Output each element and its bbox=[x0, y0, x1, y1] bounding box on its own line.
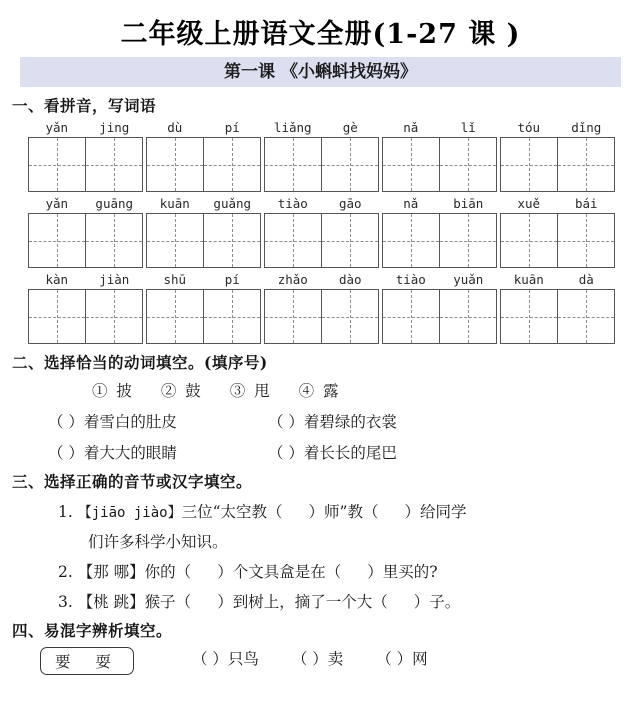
pinyin-group bbox=[382, 194, 497, 213]
confusable-blank-item[interactable]: （ ）卖 bbox=[291, 650, 344, 668]
tianzige-box[interactable] bbox=[28, 213, 143, 268]
question-item[interactable] bbox=[0, 500, 641, 522]
tianzige-box[interactable] bbox=[500, 213, 615, 268]
tianzige-row bbox=[0, 213, 641, 268]
pinyin-text: yuǎn bbox=[453, 272, 484, 287]
confusable-blank-group bbox=[192, 647, 456, 669]
confusable-char-box[interactable]: 要 耍 bbox=[40, 647, 134, 675]
pinyin-group bbox=[500, 118, 615, 137]
pinyin-text: gè bbox=[342, 120, 358, 135]
pinyin-text: dà bbox=[578, 272, 594, 287]
tianzige-cell[interactable] bbox=[322, 290, 379, 343]
question-number: 3. bbox=[58, 593, 73, 611]
section-3-heading: 三、选择正确的音节或汉字填空。 bbox=[12, 472, 253, 491]
fill-row bbox=[0, 410, 641, 432]
fill-row bbox=[0, 441, 641, 463]
pinyin-text: jing bbox=[99, 120, 130, 135]
tianzige-cell[interactable] bbox=[501, 214, 558, 267]
tianzige-cell[interactable] bbox=[265, 214, 322, 267]
tianzige-cell[interactable] bbox=[86, 290, 143, 343]
tianzige-box[interactable] bbox=[146, 137, 261, 192]
pinyin-group bbox=[28, 118, 143, 137]
page-title: 二年级上册语文全册(1-27 课 ) bbox=[120, 19, 521, 50]
pinyin-text: pí bbox=[224, 272, 240, 287]
pinyin-text: liǎng bbox=[273, 120, 312, 135]
pinyin-group bbox=[146, 118, 261, 137]
question-continuation: 们许多科学小知识。 bbox=[88, 533, 228, 551]
tianzige-row bbox=[0, 289, 641, 344]
fill-blank-item[interactable]: （ ）着碧绿的衣裳 bbox=[268, 413, 397, 431]
pinyin-group bbox=[28, 270, 143, 289]
tianzige-cell[interactable] bbox=[29, 214, 86, 267]
pinyin-text: tóu bbox=[517, 120, 541, 135]
pinyin-text: dǐng bbox=[571, 120, 602, 135]
pinyin-writing-block bbox=[0, 118, 641, 344]
pinyin-text: lǐ bbox=[460, 120, 476, 135]
tianzige-cell[interactable] bbox=[322, 214, 379, 267]
pinyin-text: xuě bbox=[517, 196, 541, 211]
tianzige-cell[interactable] bbox=[147, 290, 204, 343]
question-text-c: ）子。 bbox=[413, 593, 461, 611]
tianzige-cell[interactable] bbox=[501, 138, 558, 191]
pinyin-text: bái bbox=[574, 196, 598, 211]
tianzige-cell[interactable] bbox=[558, 290, 615, 343]
tianzige-cell[interactable] bbox=[29, 290, 86, 343]
pinyin-text: nǎ bbox=[403, 120, 419, 135]
pinyin-text: dù bbox=[167, 120, 183, 135]
fill-blank-item[interactable]: （ ）着雪白的肚皮 bbox=[48, 413, 177, 431]
tianzige-box[interactable] bbox=[382, 213, 497, 268]
pinyin-text: dào bbox=[338, 272, 362, 287]
question-item[interactable] bbox=[0, 560, 641, 582]
pinyin-text: gāo bbox=[338, 196, 362, 211]
tianzige-cell[interactable] bbox=[147, 138, 204, 191]
pinyin-group bbox=[146, 270, 261, 289]
tianzige-cell[interactable] bbox=[86, 138, 143, 191]
verb-option[interactable]: ② 鼓 bbox=[160, 382, 203, 400]
pinyin-text: guǎng bbox=[213, 196, 252, 211]
question-text-b: ）师”教（ bbox=[308, 503, 379, 521]
tianzige-box[interactable] bbox=[382, 137, 497, 192]
pinyin-text: pí bbox=[224, 120, 240, 135]
pinyin-text: kuān bbox=[159, 196, 190, 211]
tianzige-box[interactable] bbox=[264, 137, 379, 192]
lesson-title-band: 第一课 《小蝌蚪找妈妈》 bbox=[20, 57, 621, 87]
pinyin-text: kuān bbox=[513, 272, 544, 287]
pinyin-text: zhǎo bbox=[277, 272, 308, 287]
char-choice-bracket: 【桃 跳】 bbox=[77, 593, 145, 611]
pinyin-text: yǎn bbox=[45, 196, 69, 211]
fill-blank-item[interactable]: （ ）着长长的尾巴 bbox=[268, 444, 397, 462]
pinyin-row bbox=[0, 270, 641, 289]
tianzige-cell[interactable] bbox=[204, 138, 261, 191]
pinyin-row bbox=[0, 194, 641, 213]
question-item[interactable] bbox=[0, 590, 641, 612]
tianzige-box[interactable] bbox=[264, 289, 379, 344]
tianzige-cell[interactable] bbox=[204, 290, 261, 343]
pinyin-text: shū bbox=[163, 272, 187, 287]
section-2-heading: 二、选择恰当的动词填空。(填序号) bbox=[12, 353, 268, 372]
question-number: 2. bbox=[58, 563, 73, 581]
tianzige-cell[interactable] bbox=[383, 290, 440, 343]
pinyin-text: jiàn bbox=[99, 272, 130, 287]
pinyin-text: kàn bbox=[45, 272, 69, 287]
section-1-heading: 一、看拼音，写词语 bbox=[12, 96, 157, 115]
pinyin-text: yǎn bbox=[45, 120, 69, 135]
pinyin-group bbox=[382, 118, 497, 137]
verb-option[interactable]: ① 披 bbox=[92, 382, 134, 400]
tianzige-cell[interactable] bbox=[558, 138, 615, 191]
pinyin-group bbox=[500, 270, 615, 289]
tianzige-cell[interactable] bbox=[440, 214, 497, 267]
question-number: 1. bbox=[58, 503, 73, 521]
tianzige-cell[interactable] bbox=[147, 214, 204, 267]
tianzige-row bbox=[0, 137, 641, 192]
question-text-c: ）给同学 bbox=[404, 503, 467, 521]
tianzige-cell[interactable] bbox=[86, 214, 143, 267]
confusable-blank-item[interactable]: （ ）只鸟 bbox=[191, 650, 259, 668]
tianzige-box[interactable] bbox=[146, 213, 261, 268]
question-text-b: ）个文具盒是在（ bbox=[217, 563, 342, 581]
tianzige-cell[interactable] bbox=[322, 138, 379, 191]
question-text-a: 你的（ bbox=[144, 563, 192, 581]
tianzige-box[interactable] bbox=[500, 289, 615, 344]
question-text-a: 猴子（ bbox=[144, 593, 192, 611]
tianzige-box[interactable] bbox=[382, 289, 497, 344]
question-text-b: ）到树上，摘了一个大（ bbox=[217, 593, 388, 611]
tianzige-cell[interactable] bbox=[440, 138, 497, 191]
tianzige-cell[interactable] bbox=[501, 290, 558, 343]
pinyin-group bbox=[264, 270, 379, 289]
pinyin-group bbox=[146, 194, 261, 213]
tianzige-cell[interactable] bbox=[383, 214, 440, 267]
confusable-char-row bbox=[0, 647, 641, 675]
pinyin-group bbox=[28, 194, 143, 213]
pinyin-row bbox=[0, 118, 641, 137]
question-text-c: ）里买的? bbox=[367, 563, 438, 581]
tianzige-box[interactable] bbox=[264, 213, 379, 268]
section-4-heading: 四、易混字辨析填空。 bbox=[12, 621, 173, 640]
tianzige-cell[interactable] bbox=[29, 138, 86, 191]
verb-options-row bbox=[0, 379, 641, 401]
verb-option[interactable]: ③ 甩 bbox=[229, 382, 272, 400]
tianzige-cell[interactable] bbox=[558, 214, 615, 267]
tianzige-box[interactable] bbox=[146, 289, 261, 344]
char-choice-bracket: 【那 哪】 bbox=[77, 563, 145, 581]
tianzige-box[interactable] bbox=[28, 289, 143, 344]
confusable-blank-item[interactable]: （ ）网 bbox=[376, 650, 428, 668]
tianzige-cell[interactable] bbox=[383, 138, 440, 191]
tianzige-cell[interactable] bbox=[204, 214, 261, 267]
pinyin-text: tiào bbox=[395, 272, 426, 287]
pinyin-choice-bracket: 【jiāo jiào】 bbox=[77, 505, 182, 521]
question-text-a: 三位“太空教（ bbox=[181, 503, 283, 521]
pinyin-text: tiào bbox=[277, 196, 308, 211]
pinyin-text: nǎ bbox=[403, 196, 419, 211]
tianzige-cell[interactable] bbox=[265, 138, 322, 191]
fill-blank-item[interactable]: （ ）着大大的眼睛 bbox=[48, 444, 177, 462]
pinyin-group bbox=[264, 118, 379, 137]
tianzige-cell[interactable] bbox=[265, 290, 322, 343]
verb-option[interactable]: ④ 露 bbox=[298, 382, 341, 400]
pinyin-group bbox=[264, 194, 379, 213]
pinyin-group bbox=[500, 194, 615, 213]
pinyin-text: biān bbox=[453, 196, 484, 211]
tianzige-box[interactable] bbox=[500, 137, 615, 192]
pinyin-group bbox=[382, 270, 497, 289]
pinyin-text: guāng bbox=[95, 196, 134, 211]
tianzige-cell[interactable] bbox=[440, 290, 497, 343]
tianzige-box[interactable] bbox=[28, 137, 143, 192]
